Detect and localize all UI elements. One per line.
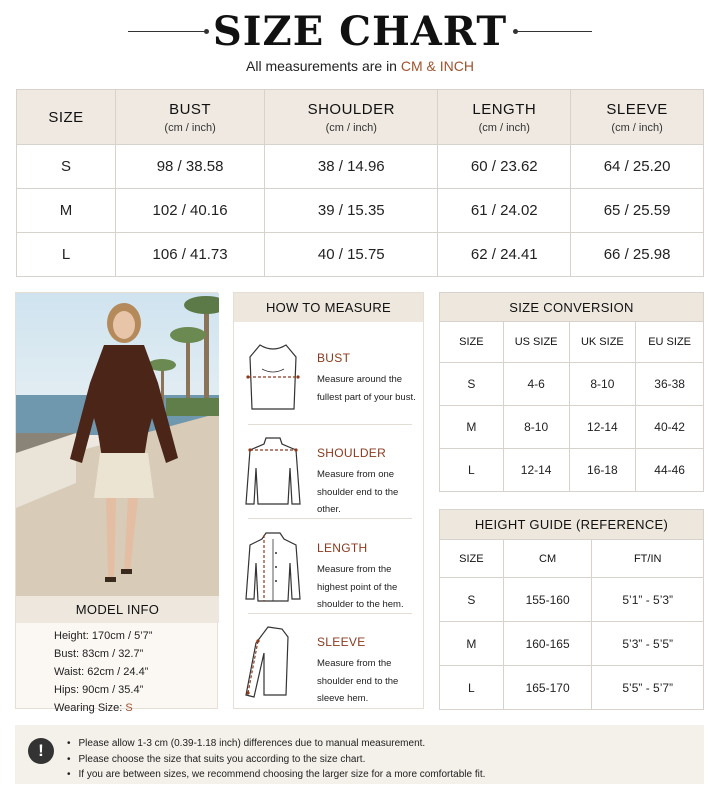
list-item: • Please choose the size that suits you according to the size chart. (67, 752, 485, 768)
conv-size-header: SIZE (440, 322, 504, 363)
model-info-list (54, 627, 152, 717)
length-cell: 60 / 23.62 (438, 145, 571, 189)
page-subtitle (0, 58, 720, 74)
page-title: SIZE CHART (212, 8, 508, 55)
measure-sleeve-title: SLEEVE (317, 635, 366, 649)
alert-icon: ! (28, 738, 54, 764)
table-row (440, 363, 704, 406)
measure-shoulder-title: SHOULDER (317, 446, 387, 460)
height-cm-cell: 165-170 (503, 666, 592, 710)
conv-us-cell: 8-10 (503, 406, 569, 449)
table-row (440, 622, 704, 666)
table-row (440, 406, 704, 449)
bust-measure-icon (242, 339, 304, 415)
conv-eu-cell: 44-46 (636, 449, 704, 492)
measure-item-sleeve (234, 613, 423, 707)
list-item: • If you are between sizes, we recommend choosing the larger size for a more comfortable fit. (67, 767, 485, 783)
height-size-cell: M (440, 622, 504, 666)
size-chart-table (16, 89, 704, 277)
conv-eu-cell: 36-38 (636, 363, 704, 406)
height-cm-header: CM (503, 540, 592, 578)
table-row (440, 578, 704, 622)
measure-item-length (234, 519, 423, 613)
height-ftin-cell: 5’3” - 5’5” (592, 622, 704, 666)
conv-eu-header: EU SIZE (636, 322, 704, 363)
wearing-size-value: S (125, 702, 133, 714)
sleeve-cell: 64 / 25.20 (571, 145, 704, 189)
height-cm-cell: 160-165 (503, 622, 592, 666)
height-guide-table (439, 509, 704, 710)
subtitle-text: All measurements are in (246, 58, 401, 74)
conv-uk-cell: 8-10 (569, 363, 636, 406)
height-ftin-cell: 5’1” - 5’3” (592, 578, 704, 622)
table-row (440, 666, 704, 710)
sleeve-measure-icon (242, 623, 304, 699)
length-measure-icon (242, 529, 304, 605)
table-row (17, 145, 704, 189)
model-info-title: MODEL INFO (16, 596, 219, 623)
conv-size-cell: M (440, 406, 504, 449)
model-height: Height: 170cm / 5’7” (54, 630, 153, 642)
height-guide-header-row (440, 540, 704, 578)
notes-list (67, 736, 485, 783)
model-hips: Hips: 90cm / 35.4” (54, 684, 144, 696)
size-column-header: SIZE (17, 90, 116, 145)
conv-size-cell: S (440, 363, 504, 406)
height-size-cell: S (440, 578, 504, 622)
size-chart-header-row (17, 90, 704, 145)
subtitle-units: CM & INCH (400, 58, 474, 74)
shoulder-measure-icon (242, 434, 304, 510)
length-column-header: LENGTH (cm / inch) (438, 90, 571, 145)
header (0, 0, 720, 84)
measure-item-bust (234, 329, 423, 423)
table-row (17, 233, 704, 277)
shoulder-cell: 38 / 14.96 (265, 145, 438, 189)
size-cell: M (17, 189, 116, 233)
measure-shoulder-desc: Measure from one shoulder end to the other. (317, 469, 399, 515)
bust-cell: 106 / 41.73 (116, 233, 265, 277)
conv-uk-header: UK SIZE (569, 322, 636, 363)
conv-us-cell: 4-6 (503, 363, 569, 406)
size-cell: S (17, 145, 116, 189)
measure-item-shoulder (234, 424, 423, 518)
conv-uk-cell: 16-18 (569, 449, 636, 492)
height-size-header: SIZE (440, 540, 504, 578)
list-item: • Please allow 1-3 cm (0.39-1.18 inch) differences due to manual measurement. (67, 736, 485, 752)
conv-us-header: US SIZE (503, 322, 569, 363)
wearing-size-label: Wearing Size: (54, 702, 126, 714)
shoulder-column-header: SHOULDER (cm / inch) (265, 90, 438, 145)
model-photo-illustration (16, 293, 219, 596)
size-conversion-header-row (440, 322, 704, 363)
model-bust: Bust: 83cm / 32.7” (54, 648, 144, 660)
measure-bust-desc: Measure around the fullest part of your bust. (317, 374, 416, 403)
how-to-measure-title: HOW TO MEASURE (234, 293, 423, 322)
model-photo (16, 293, 219, 596)
bust-cell: 102 / 40.16 (116, 189, 265, 233)
height-guide-title: HEIGHT GUIDE (REFERENCE) (440, 510, 704, 540)
model-wearing-size (54, 699, 152, 717)
size-cell: L (17, 233, 116, 277)
measure-length-desc: Measure from the highest point of the shoulder to the hem. (317, 564, 404, 610)
height-ftin-header: FT/IN (592, 540, 704, 578)
how-to-measure-panel (233, 292, 424, 709)
height-cm-cell: 155-160 (503, 578, 592, 622)
conv-eu-cell: 40-42 (636, 406, 704, 449)
bust-cell: 98 / 38.58 (116, 145, 265, 189)
table-row (17, 189, 704, 233)
length-cell: 61 / 24.02 (438, 189, 571, 233)
size-conversion-title: SIZE CONVERSION (440, 293, 704, 322)
size-conversion-table (439, 292, 704, 492)
sleeve-column-header: SLEEVE (cm / inch) (571, 90, 704, 145)
conv-us-cell: 12-14 (503, 449, 569, 492)
conv-uk-cell: 12-14 (569, 406, 636, 449)
conv-size-cell: L (440, 449, 504, 492)
shoulder-cell: 39 / 15.35 (265, 189, 438, 233)
measure-length-title: LENGTH (317, 541, 368, 555)
sleeve-cell: 65 / 25.59 (571, 189, 704, 233)
notes-box (15, 725, 704, 784)
height-size-cell: L (440, 666, 504, 710)
height-ftin-cell: 5’5” - 5’7” (592, 666, 704, 710)
model-panel (15, 292, 218, 714)
measure-bust-title: BUST (317, 351, 351, 365)
measure-sleeve-desc: Measure from the shoulder end to the sleeve hem. (317, 658, 399, 704)
sleeve-cell: 66 / 25.98 (571, 233, 704, 277)
table-row (440, 449, 704, 492)
bust-column-header: BUST (cm / inch) (116, 90, 265, 145)
length-cell: 62 / 24.41 (438, 233, 571, 277)
shoulder-cell: 40 / 15.75 (265, 233, 438, 277)
model-waist: Waist: 62cm / 24.4” (54, 666, 149, 678)
